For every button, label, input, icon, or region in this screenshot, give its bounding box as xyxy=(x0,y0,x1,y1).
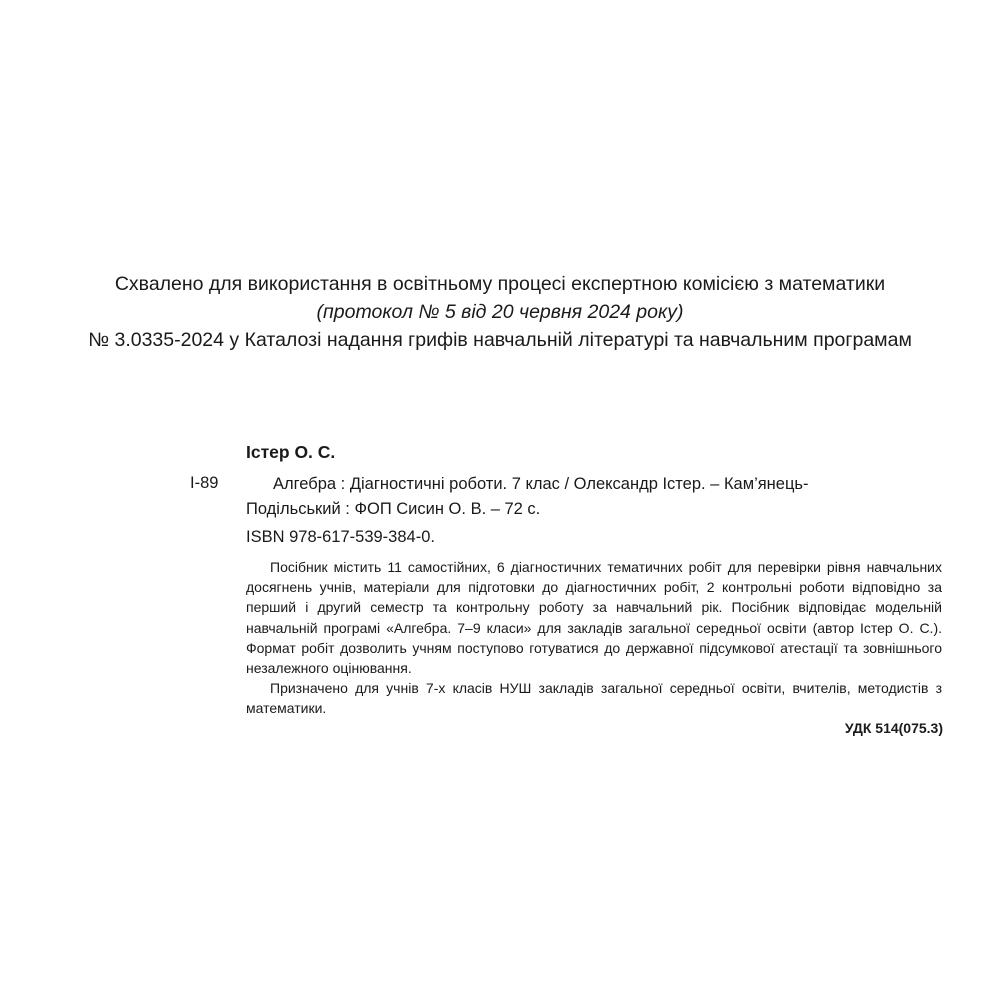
annotation-paragraph: Призначено для учнів 7-х класів НУШ закладів загальної середньої освіти, вчителів, методистів з математики. xyxy=(246,680,942,717)
approval-catalog-number: № 3.0335-2024 у Каталозі надання грифів навчальній літературі та навчальним програмам xyxy=(88,329,912,351)
author-heading: Істер О. С. xyxy=(246,442,336,462)
udc-code: УДК 514(075.3) xyxy=(844,720,943,736)
isbn: ISBN 978-617-539-384-0. xyxy=(246,528,435,546)
approval-block xyxy=(0,270,1000,354)
annotation-paragraph: Посібник містить 11 самостійних, 6 діагностичних тематичних робіт для перевірки рівня навчальних досягнень учнів, матеріали для підготовки до діагностичних робіт, 2 контрольні роботи відповідно за перший і другий семестр та контрольну роботу за навчальний рік. Посібник відповідає модельній навчальній програмі «Алгебра. 7–9 класи» для закладів загальної середньої освіти (автор Істер О. С.). Формат робіт дозволить учням поступово готуватися до державної підсумкової атестації та зовнішнього незалежного оцінювання. xyxy=(246,559,942,677)
approval-protocol: (протокол № 5 від 20 червня 2024 року) xyxy=(316,301,684,323)
biblio-publisher-line: Подільський : ФОП Сисин О. В. – 72 с. xyxy=(246,500,541,518)
approval-statement: Схвалено для використання в освітньому процесі експертною комісією з математики xyxy=(114,273,886,295)
annotation xyxy=(246,557,942,719)
biblio-title-line: Алгебра : Діагностичні роботи. 7 клас / Олександр Істер. – Кам’янець- xyxy=(273,475,809,493)
bibliographic-record xyxy=(246,472,946,522)
library-code: І-89 xyxy=(190,474,219,492)
